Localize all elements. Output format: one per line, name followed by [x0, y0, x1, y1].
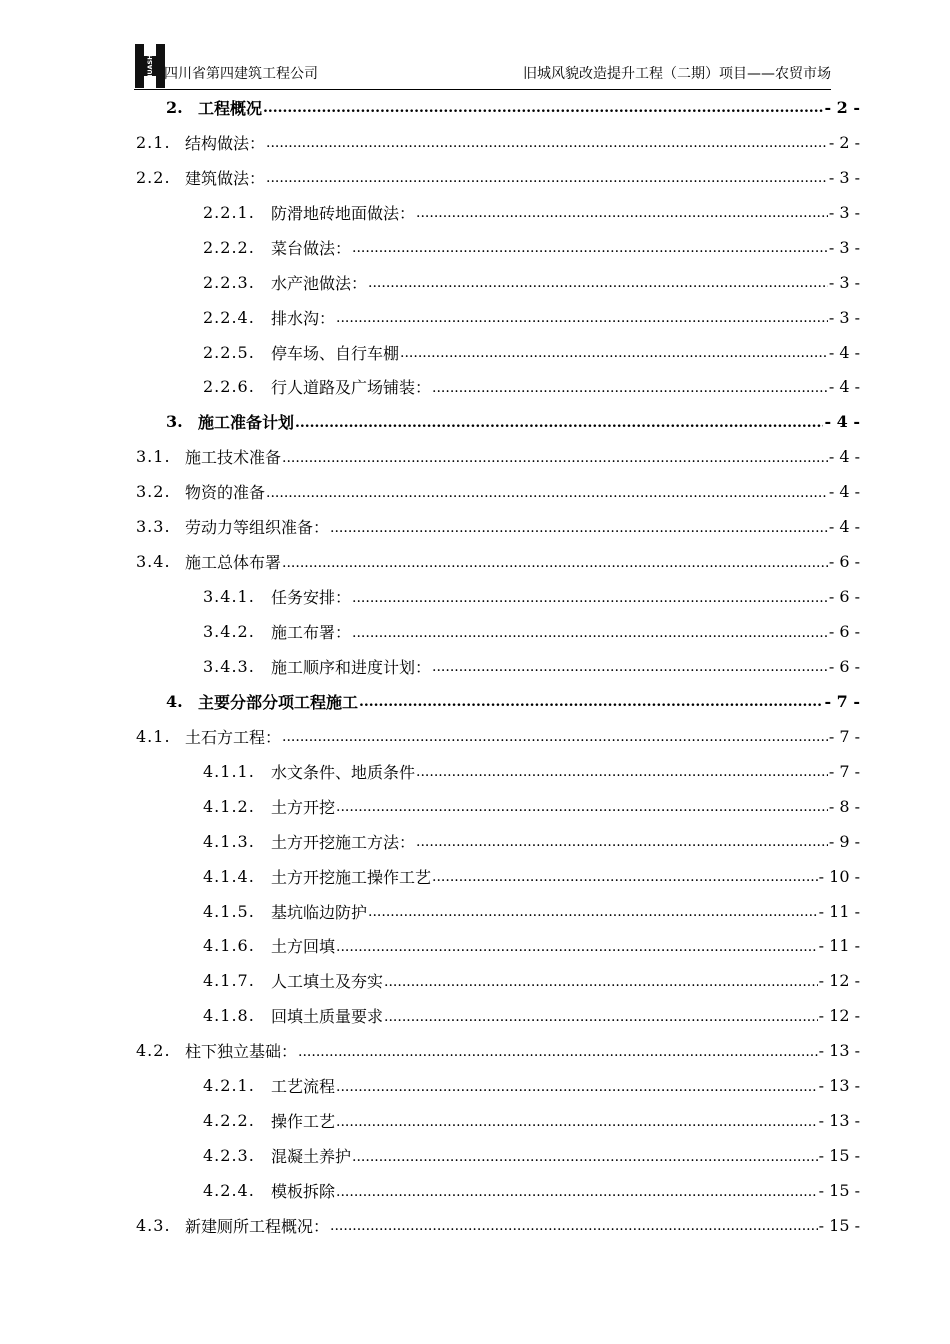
toc-entry[interactable] — [136, 335, 860, 370]
toc-entry-title: 防滑地砖地面做法： — [271, 203, 416, 223]
toc-entry[interactable] — [136, 1208, 860, 1243]
toc-leader-dots — [298, 1042, 818, 1060]
project-name: 旧城风貌改造提升工程（二期）项目——农贸市场 — [523, 66, 831, 82]
toc-entry-page: - 13 - — [818, 1041, 860, 1061]
toc-leader-dots — [336, 308, 828, 326]
toc-entry-number: 2.1. — [136, 132, 171, 152]
company-logo — [134, 44, 166, 88]
toc-entry-number: 2. — [166, 97, 183, 117]
toc-leader-dots — [336, 1077, 818, 1095]
toc-entry-title: 施工总体布署 — [185, 553, 282, 573]
toc-entry-number: 3. — [166, 412, 183, 432]
toc-entry[interactable] — [136, 963, 860, 998]
toc-leader-dots — [400, 343, 828, 361]
toc-entry[interactable] — [136, 230, 860, 265]
toc-entry[interactable] — [136, 579, 860, 614]
toc-entry-page: - 15 - — [818, 1146, 860, 1166]
company-name: 四川省第四建筑工程公司 — [164, 66, 318, 82]
toc-leader-dots — [352, 238, 828, 256]
toc-entry-title: 土方回填 — [271, 937, 336, 957]
toc-entry-title: 行人道路及广场铺装： — [271, 378, 432, 398]
toc-entry-page: - 3 - — [828, 272, 860, 292]
toc-entry-number: 4.1. — [136, 726, 171, 746]
toc-leader-dots — [359, 692, 823, 710]
toc-entry-page: - 11 - — [818, 936, 860, 956]
toc-entry[interactable] — [136, 160, 860, 195]
toc-entry[interactable] — [136, 859, 860, 894]
toc-entry-page: - 6 - — [828, 656, 860, 676]
toc-entry-page: - 13 - — [818, 1076, 860, 1096]
toc-entry[interactable] — [136, 474, 860, 509]
toc-entry-number: 4.2.3. — [203, 1146, 255, 1166]
toc-entry-page: - 4 - — [824, 412, 860, 432]
toc-entry-title: 结构做法： — [185, 133, 266, 153]
toc-entry[interactable] — [136, 265, 860, 300]
toc-entry-page: - 4 - — [828, 517, 860, 537]
toc-leader-dots — [368, 902, 818, 920]
toc-leader-dots — [416, 203, 828, 221]
toc-entry-title: 劳动力等组织准备： — [185, 518, 330, 538]
logo-text: HUASHI — [146, 51, 154, 81]
toc-leader-dots — [416, 832, 828, 850]
toc-entry-number: 3.4.2. — [203, 622, 255, 642]
toc-entry-page: - 11 - — [818, 901, 860, 921]
toc-entry[interactable] — [136, 90, 860, 125]
toc-entry-title: 柱下独立基础： — [185, 1042, 298, 1062]
toc-entry-page: - 4 - — [828, 447, 860, 467]
toc-leader-dots — [368, 273, 828, 291]
toc-leader-dots — [384, 1007, 818, 1025]
toc-leader-dots — [330, 518, 828, 536]
toc-leader-dots — [416, 762, 828, 780]
toc-entry-page: - 3 - — [828, 167, 860, 187]
toc-entry[interactable] — [136, 614, 860, 649]
toc-entry-title: 工程概况 — [198, 98, 263, 118]
toc-entry-number: 4.2. — [136, 1041, 171, 1061]
toc-entry-number: 4.1.6. — [203, 936, 255, 956]
toc-entry-number: 3.2. — [136, 482, 171, 502]
toc-entry-number: 2.2.2. — [203, 237, 255, 257]
toc-entry-title: 施工技术准备 — [185, 448, 282, 468]
toc-leader-dots — [352, 588, 828, 606]
toc-entry[interactable] — [136, 998, 860, 1033]
toc-entry-page: - 3 - — [828, 202, 860, 222]
toc-leader-dots — [336, 937, 818, 955]
toc-entry-number: 3.3. — [136, 517, 171, 537]
toc-leader-dots — [266, 133, 828, 151]
toc-entry-number: 2.2.6. — [203, 377, 255, 397]
toc-entry-page: - 15 - — [818, 1215, 860, 1235]
toc-entry-title: 人工填土及夯实 — [271, 972, 384, 992]
toc-entry-number: 2.2. — [136, 167, 171, 187]
toc-entry-page: - 3 - — [828, 237, 860, 257]
toc-entry-page: - 12 - — [818, 1006, 860, 1026]
toc-leader-dots — [432, 378, 828, 396]
toc-entry-title: 土石方工程： — [185, 727, 282, 747]
toc-entry[interactable] — [136, 684, 860, 719]
toc-entry-title: 操作工艺 — [271, 1112, 336, 1132]
toc-entry-title: 模板拆除 — [271, 1182, 336, 1202]
toc-entry-number: 4.3. — [136, 1215, 171, 1235]
toc-entry-number: 4.1.5. — [203, 901, 255, 921]
toc-entry-title: 施工顺序和进度计划： — [271, 657, 432, 677]
toc-entry-title: 排水沟： — [271, 308, 336, 328]
toc-entry[interactable] — [136, 894, 860, 929]
toc-entry-title: 停车场、自行车棚 — [271, 343, 400, 363]
toc-leader-dots — [384, 972, 818, 990]
toc-entry-number: 4.2.4. — [203, 1181, 255, 1201]
toc-entry-title: 任务安排： — [271, 588, 352, 608]
toc-entry-title: 回填土质量要求 — [271, 1007, 384, 1027]
toc-entry[interactable] — [136, 754, 860, 789]
toc-leader-dots — [266, 168, 828, 186]
toc-entry-page: - 12 - — [818, 971, 860, 991]
toc-entry-title: 施工布署： — [271, 623, 352, 643]
toc-entry-page: - 15 - — [818, 1181, 860, 1201]
toc-leader-dots — [282, 448, 828, 466]
toc-entry-page: - 6 - — [828, 622, 860, 642]
toc-entry-page: - 7 - — [828, 726, 860, 746]
toc-entry-number: 4.1.4. — [203, 866, 255, 886]
toc-entry-title: 施工准备计划 — [198, 413, 295, 433]
toc-entry[interactable] — [136, 125, 860, 160]
page-header — [134, 44, 831, 91]
toc-entry-number: 3.4.1. — [203, 587, 255, 607]
toc-entry-number: 4.1.8. — [203, 1006, 255, 1026]
toc-entry-title: 土方开挖 — [271, 797, 336, 817]
toc-entry-number: 4.1.1. — [203, 761, 255, 781]
toc-entry[interactable] — [136, 404, 860, 439]
toc-leader-dots — [282, 727, 828, 745]
toc-leader-dots — [266, 483, 828, 501]
toc-entry-title: 混凝土养护 — [271, 1147, 352, 1167]
toc-entry-title: 土方开挖施工操作工艺 — [271, 867, 432, 887]
toc-entry[interactable] — [136, 370, 860, 405]
toc-leader-dots — [336, 1112, 818, 1130]
toc-entry-number: 4.1.2. — [203, 796, 255, 816]
toc-entry-number: 2.2.5. — [203, 342, 255, 362]
toc-entry-page: - 6 - — [828, 552, 860, 572]
toc-entry-number: 4.2.2. — [203, 1111, 255, 1131]
toc-entry-title: 新建厕所工程概况： — [185, 1216, 330, 1236]
toc-leader-dots — [295, 413, 823, 431]
toc-leader-dots — [282, 553, 828, 571]
toc-entry-page: - 8 - — [828, 796, 860, 816]
toc-entry[interactable] — [136, 300, 860, 335]
toc-entry[interactable] — [136, 1033, 860, 1068]
toc-entry-page: - 7 - — [828, 761, 860, 781]
toc-entry-title: 菜台做法： — [271, 238, 352, 258]
toc-entry-number: 3.4.3. — [203, 656, 255, 676]
toc-leader-dots — [263, 98, 823, 116]
toc-entry-number: 2.2.4. — [203, 307, 255, 327]
toc-entry[interactable] — [136, 544, 860, 579]
toc-entry[interactable] — [136, 509, 860, 544]
toc-entry-title: 水文条件、地质条件 — [271, 762, 416, 782]
toc-leader-dots — [432, 657, 828, 675]
toc-entry-page: - 7 - — [824, 691, 860, 711]
toc-entry[interactable] — [136, 824, 860, 859]
toc-entry-page: - 4 - — [828, 482, 860, 502]
toc-entry[interactable] — [136, 195, 860, 230]
toc-leader-dots — [336, 1182, 818, 1200]
toc-entry[interactable] — [136, 1103, 860, 1138]
toc-entry[interactable] — [136, 1173, 860, 1208]
toc-entry-number: 4.1.7. — [203, 971, 255, 991]
toc-entry-title: 水产池做法： — [271, 273, 368, 293]
toc-entry-title: 工艺流程 — [271, 1077, 336, 1097]
toc-leader-dots — [352, 623, 828, 641]
toc-entry-title: 主要分部分项工程施工 — [198, 692, 359, 712]
toc-entry-page: - 2 - — [828, 132, 860, 152]
toc-entry-number: 2.2.3. — [203, 272, 255, 292]
toc-entry-title: 物资的准备 — [185, 483, 266, 503]
toc-entry-number: 3.4. — [136, 552, 171, 572]
toc-entry-number: 4.2.1. — [203, 1076, 255, 1096]
toc-leader-dots — [352, 1147, 818, 1165]
toc-entry-title: 基坑临边防护 — [271, 902, 368, 922]
toc-leader-dots — [432, 867, 818, 885]
toc-entry[interactable] — [136, 929, 860, 964]
toc-entry-number: 2.2.1. — [203, 202, 255, 222]
toc-entry-page: - 2 - — [824, 97, 860, 117]
toc-leader-dots — [336, 797, 828, 815]
toc-entry[interactable] — [136, 649, 860, 684]
toc-entry[interactable] — [136, 1068, 860, 1103]
toc-entry[interactable] — [136, 439, 860, 474]
toc-leader-dots — [330, 1216, 818, 1234]
toc-entry-title: 建筑做法： — [185, 168, 266, 188]
toc-entry-title: 土方开挖施工方法： — [271, 832, 416, 852]
toc-entry-page: - 9 - — [828, 831, 860, 851]
table-of-contents — [136, 90, 860, 1243]
toc-entry-page: - 3 - — [828, 307, 860, 327]
toc-entry-number: 4.1.3. — [203, 831, 255, 851]
toc-entry-page: - 10 - — [818, 866, 860, 886]
toc-entry-page: - 4 - — [828, 342, 860, 362]
toc-entry-number: 3.1. — [136, 447, 171, 467]
toc-entry-page: - 6 - — [828, 587, 860, 607]
toc-entry[interactable] — [136, 1138, 860, 1173]
toc-entry[interactable] — [136, 789, 860, 824]
toc-entry-number: 4. — [166, 691, 183, 711]
toc-entry-page: - 4 - — [828, 377, 860, 397]
toc-entry-page: - 13 - — [818, 1111, 860, 1131]
toc-entry[interactable] — [136, 719, 860, 754]
